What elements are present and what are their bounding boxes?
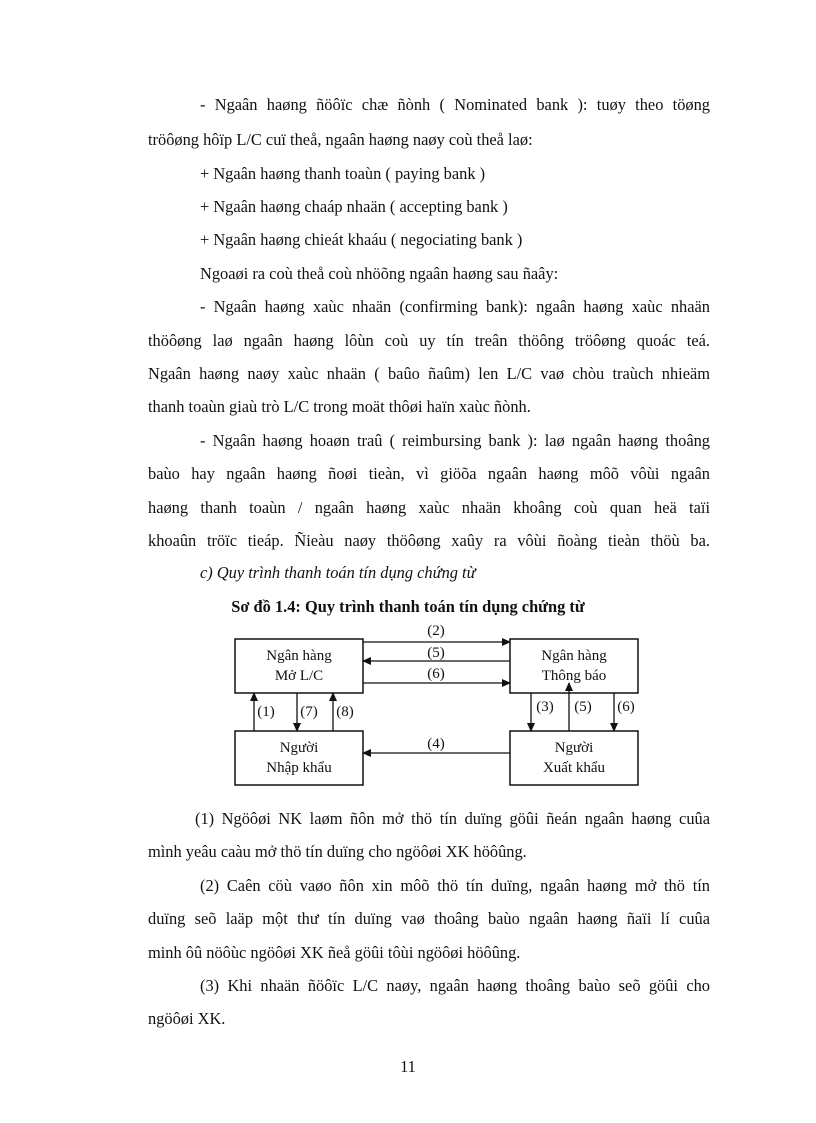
para-confirming-bank-cont-1: thöôøng laø ngaân haøng lôùn coù uy tín treân thöông tröôøng quoác teá. (148, 331, 710, 350)
para-step-3-cont: ngöôøi XK. (148, 1009, 226, 1028)
label-step-4: (4) (427, 736, 445, 752)
para-step-2-cont-2: minh ôû nöôùc ngöôøi XK ñeå göûi tôùi ngöôøi höôûng. (148, 943, 521, 962)
para-other-banks: Ngoaøi ra coù theå coù nhöõng ngaân haøng sau ñaây: (200, 264, 559, 283)
list-item-paying-bank: + Ngaân haøng thanh toaùn ( paying bank ) (200, 164, 486, 183)
label-step-6-top: (6) (427, 666, 445, 682)
page-number: 11 (400, 1057, 416, 1076)
label-step-1: (1) (257, 704, 275, 720)
para-reimbursing-bank-cont-3: khoaûn tröïc tieáp. Ñieàu naøy thöôøng xaûy ra vôùi ñoàng tieàn thöù ba. (148, 531, 710, 550)
issuing-bank-label-2: Mở L/C (274, 668, 324, 684)
label-step-6-right: (6) (617, 699, 635, 715)
para-confirming-bank-cont-2: Ngaân haøng naøy xaùc nhaän ( baûo ñaûm) len L/C vaø chòu traùch nhieäm (148, 364, 710, 383)
list-item-negociating-bank: + Ngaân haøng chieát khaáu ( negociating bank ) (200, 230, 523, 249)
importer-label-1: Người (279, 740, 319, 756)
label-step-2: (2) (427, 623, 445, 639)
para-reimbursing-bank: - Ngaân haøng hoaøn traû ( reimbursing bank ): laø ngaân haøng thoâng (200, 431, 710, 450)
advising-bank-label-2: Thông báo (541, 668, 607, 684)
para-step-1: (1) Ngöôøi NK laøm ñôn mở thö tín duïng göûi ñeán ngaân haøng cuûa (195, 809, 710, 828)
para-nominated-bank: - Ngaân haøng ñöôïc chæ ñònh ( Nominated bank ): tuøy theo töøng (200, 95, 710, 114)
label-step-3: (3) (536, 699, 554, 715)
advising-bank-box (510, 639, 638, 693)
label-step-7: (7) (300, 704, 318, 720)
para-step-2: (2) Caên cöù vaøo ñôn xin môõ thö tín duïng, ngaân haøng mở thö tín (200, 876, 710, 895)
label-step-5-top: (5) (427, 645, 445, 661)
para-confirming-bank-cont-3: thanh toaùn giaù trò L/C trong moät thôøi haïn xaùc ñònh. (148, 397, 531, 416)
advising-bank-label-1: Ngân hàng (541, 648, 607, 664)
importer-box (235, 731, 363, 785)
label-step-5-right: (5) (574, 699, 592, 715)
importer-label-2: Nhập khẩu (266, 760, 332, 776)
label-step-8: (8) (336, 704, 354, 720)
para-confirming-bank: - Ngaân haøng xaùc nhaän (confirming bank): ngaân haøng xaùc nhaän (200, 297, 710, 316)
list-item-accepting-bank: + Ngaân haøng chaáp nhaän ( accepting bank ) (200, 197, 508, 216)
para-reimbursing-bank-cont-2: haøng thanh toaùn / ngaân haøng xaùc nhaän khoâng coù quan heä taïi (148, 498, 710, 517)
para-nominated-bank-cont: tröôøng hôïp L/C cuï theå, ngaân haøng naøy coù theå laø: (148, 130, 533, 149)
diagram-title: Sơ đồ 1.4: Quy trình thanh toán tín dụng chứng từ (231, 597, 585, 616)
exporter-label-1: Người (554, 740, 594, 756)
para-step-2-cont-1: duïng seõ laäp một thư tín duïng vaø thoâng baùo ngaân haøng ñaïi lí cuûa (148, 909, 710, 928)
exporter-box (510, 731, 638, 785)
issuing-bank-box (235, 639, 363, 693)
section-heading-c: c) Quy trình thanh toán tín dụng chứng từ (200, 563, 476, 582)
para-step-3: (3) Khi nhaän ñöôïc L/C naøy, ngaân haøng thoâng baùo seõ göûi cho (200, 976, 710, 995)
issuing-bank-label-1: Ngân hàng (266, 648, 332, 664)
exporter-label-2: Xuất khẩu (542, 760, 606, 776)
para-reimbursing-bank-cont-1: baùo hay ngaân haøng ñoøi tieàn, vì giöõa ngaân haøng môõ vôùi ngaân (148, 464, 710, 483)
para-step-1-cont: mình yeâu caàu mở thö tín duïng cho ngöôøi XK höôûng. (148, 842, 527, 861)
